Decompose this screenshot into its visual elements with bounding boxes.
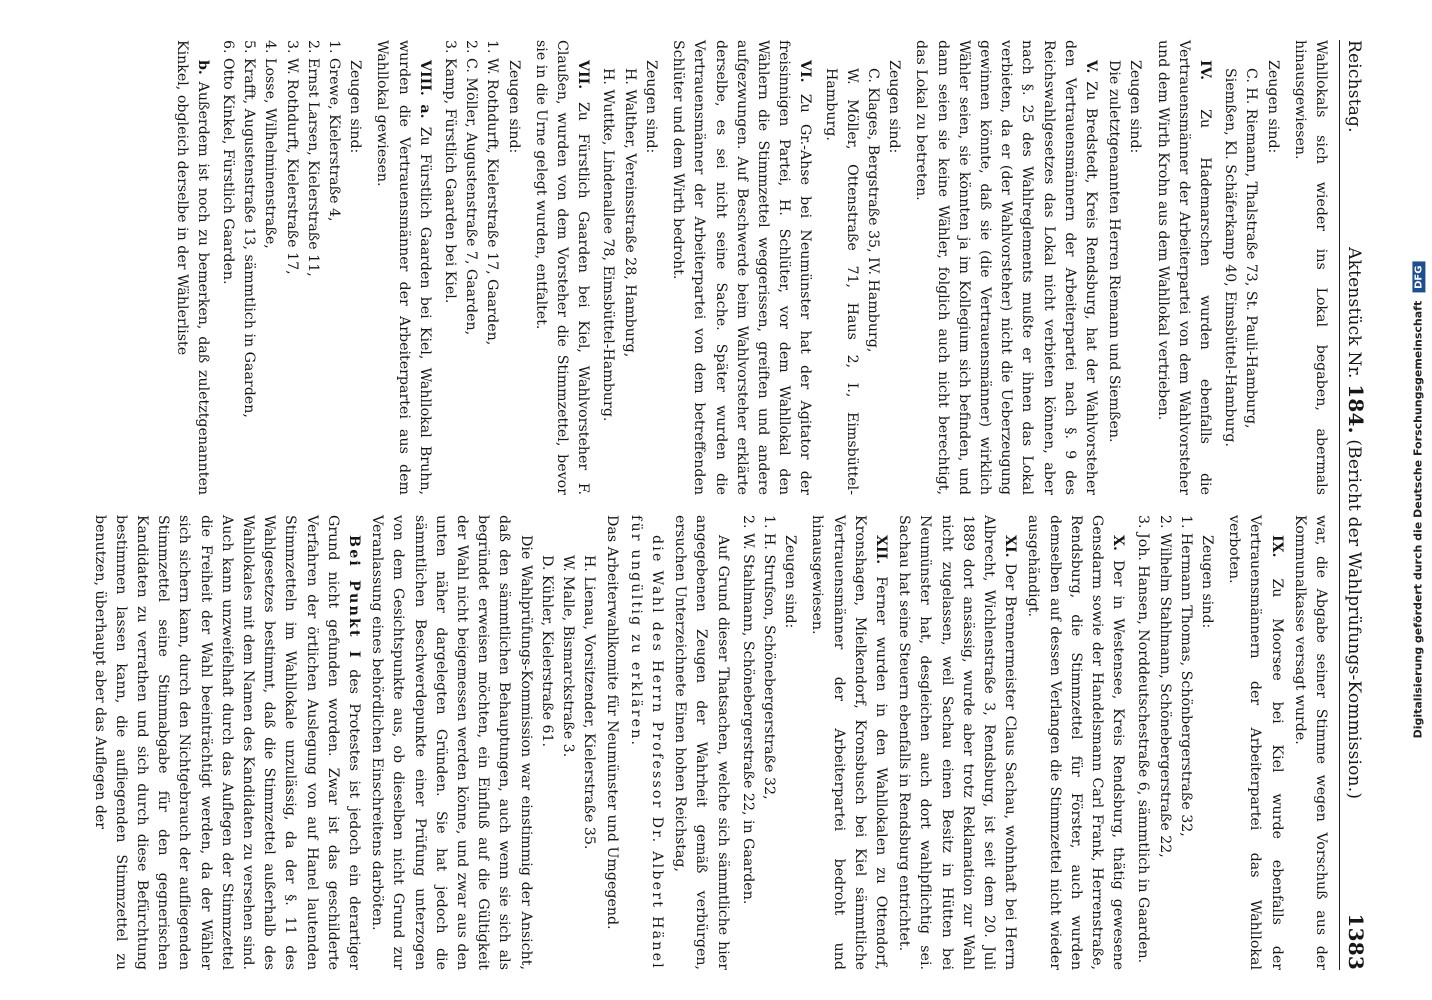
list-item: 3. Kamp, Fürstlich Gaarden bei Kiel. bbox=[442, 40, 459, 304]
paragraph: X. Der in Westensee, Kreis Rendsburg, thätig gewesene Gensdarm sowie der Handelsmann Carl Frank, Herrenstraße, Rendsburg, die Stimmzettel für Förster, auch wurden demselben auf dessen Verlangen die Stimmzettel nicht wieder ausgehändigt. bbox=[1025, 515, 1127, 970]
paragraph: VII. Zu Fürstlich Gaarden bei Kiel, Wahlvorsteher F. Claußen, wurden von dem Vorsteher die Stimmzettel, bevor sie in die Urne gelegt wurden, entfaltet. bbox=[532, 40, 592, 496]
paragraph: XI. Der Brennermeister Claus Sachau, wohnhaft bei Herrn Albrecht, Wichlenstraße 3, Rendsburg, ist seit dem 20. Juli 1889 dort ansässig, wurde aber trotz Reklamation zur Wahl nicht zugelassen, weil Sachau einen Besitz in Hütten bei Neumünster hat, desgleichen auch dort wahlpflichtig sei. Sachau hat seine Steuern ebenfalls in Rendsburg entrichtet. bbox=[896, 515, 1019, 970]
list-item: 2. Ernst Larsen, Kielerstraße 11, bbox=[304, 40, 321, 277]
committee-name: Das Arbeiterwahlkomite für Neumünster und Umgegend. bbox=[604, 515, 621, 930]
list-item: 1. H. Strufson, Schönebergerstraße 32, bbox=[760, 515, 777, 800]
list-item: 3. W. Rothdurft, Kielerstraße 17, bbox=[283, 40, 300, 275]
page-header bbox=[1339, 40, 1368, 970]
credit-text-wrap bbox=[1411, 262, 1425, 739]
list-item: 2. C. Möller, Augustenstraße 7, Gaarden, bbox=[463, 40, 480, 336]
list-item: 1. Hermann Thomas, Schönbergerstraße 32, bbox=[1177, 515, 1194, 837]
right-column bbox=[86, 515, 1331, 970]
witness-label: Zeugen sind: bbox=[782, 535, 799, 629]
list-item: 1. W. Rothdurft, Kielerstraße 17, Gaarden, bbox=[484, 40, 501, 346]
witness-list bbox=[217, 40, 344, 495]
paragraph-spaced: die Wahl des Herrn Professor Dr. Albert Hänel für ungültig zu erklären. bbox=[627, 515, 665, 970]
section-number: b. bbox=[194, 60, 211, 75]
digitization-credit bbox=[1404, 0, 1432, 1000]
witness-names: Die zuletztgenannten Herren Riemann und Siemßen. bbox=[1106, 60, 1123, 443]
text-columns bbox=[86, 40, 1331, 970]
credit-text: Digitalisierung gefördert durch die Deutsche Forschungsgemeinschaft bbox=[1411, 300, 1425, 739]
signature-block bbox=[536, 515, 600, 970]
signatory: D. Kühler, Kielerstraße 61. bbox=[538, 555, 555, 748]
paragraph: b. Außerdem ist noch zu bemerken, daß zuletztgenannten Kinkel, obgleich derselbe in der Wählerliste bbox=[173, 40, 211, 496]
witness-label: Zeugen sind: bbox=[642, 60, 659, 154]
list-item: 4. Losse, Wilhelminenstraße, bbox=[262, 40, 279, 249]
witness-list bbox=[737, 515, 779, 970]
paragraph: Auf Grund dieser Thatsachen, welche sich sämmtliche hier angegebenen Zeugen der Wahrheit gemäß verbürgen, ersuchen Unterzeichnete Einen hohen Reichstag, bbox=[672, 515, 731, 970]
header-title-group bbox=[1344, 133, 1368, 914]
signatory: H. Lienau, Vorsitzender, Kielerstraße 35. bbox=[581, 555, 598, 850]
header-doc-label: Aktenstück Nr. bbox=[1344, 247, 1364, 379]
section-number: VI. bbox=[797, 60, 814, 83]
list-item: C. Klages, Bergstraße 35, IV. Hamburg, bbox=[864, 68, 881, 353]
list-item: 2. Wilhelm Stahlmann, Schönebergerstraße 22, bbox=[1156, 515, 1173, 858]
list-item: 1. Grewe, Kielerstraße 4, bbox=[326, 40, 343, 222]
list-item: H. Wuttke, Lindenallee 78, Eimsbüttel-Hamburg. bbox=[600, 68, 617, 422]
paragraph: IV. Zu Hademarschen wurden ebenfalls die Vertrauensmänner der Arbeiterpartei von dem Wahlvorsteher und dem Wirth Krohn aus dem Wahllokal vertrieben. bbox=[1154, 40, 1213, 495]
paragraph-lead: Bei Punkt I bbox=[346, 535, 363, 660]
section-number: IX. bbox=[1268, 535, 1285, 558]
paragraph: XII. Ferner wurden in den Wahllokalen zu Ottendorf, Kronshagen, Mielkendorf, Kronsbusch bei Kiel sämmtliche Vertrauensmänner der Arbeiterpartei bedroht und hinausgewiesen. bbox=[809, 515, 889, 970]
paragraph: V. Zu Bredstedt, Kreis Rendsburg, hat der Wahlvorsteher den Vertrauensmännern der Arbeiterpartei nach §. 9 des Reichswahlgesetzes das Lokal nicht verbieten können, aber nach §. 25 des Wahlreglements mußte er ihnen das Lokal verbieten, da er (der Wahlvorsteher) nicht die Ueberzeugung gewinnen könnte, daß sie (die Vertrauensmänner) wirklich Wähler seien, sie könnten ja im Kollegium sich befinden, und dann seien sie keine Wähler, folglich auch nicht berechtigt, das Lokal zu betreten. bbox=[913, 40, 1099, 495]
witness-list bbox=[1132, 515, 1196, 970]
paragraph: Bei Punkt I des Protestes ist jedoch ein derartiger Grund nicht gefunden worden. Zwar ist das geschilderte Verfahren der örtlichen Auslegung von auf Hanel lautenden Stimmzetteln im Wahllokale unzulässig, da der §. 11 des Wahlgesetzes bestimmt, daß die Stimmzettel außerhalb des Wahllokales mit dem Namen des Kandidaten zu versehen sind. Auch kann unzweifelhaft durch das Auflegen der Stimmzettel die Freiheit der Wahl beeinträchtigt werden, da der Wähler sich sichern kann, durch den Nichtgebrauch der aufliegenden Stimmzettel seine Stimmabgabe für den gegnerischen Kandidaten zu verrathen und sich durch diese Befürchtung bestimmen lassen kann, die aufliegenden Stimmzettel zu benutzen, überhaupt aber das Auflegen der bbox=[91, 515, 363, 970]
list-item: H. Walther, Vereinsstraße 28, Hamburg, bbox=[621, 68, 638, 358]
header-title: (Bericht der Wahlprüfungs-Kommission.) bbox=[1344, 439, 1364, 800]
list-item: 2. W. Stahlmann, Schönebergerstraße 22, in Gaarden. bbox=[739, 515, 756, 905]
witness-label: Zeugen sind: bbox=[1198, 535, 1215, 629]
paragraph: IX. Zu Moorsee bei Kiel wurde ebenfalls der Vertrauensmännern der Arbeiterpartei das Wahllokal verboten. bbox=[1226, 515, 1285, 970]
section-number: IV. bbox=[1196, 60, 1213, 81]
list-item: 5. Krafft, Augustenstraße 13, sämmtlich in Gaarden, bbox=[241, 40, 258, 418]
signatory: W. Malle, Bismarckstraße 3. bbox=[560, 555, 577, 758]
witness-list bbox=[597, 40, 639, 495]
list-item: 3. Joh. Hansen, Norddeutschestraße 6, sämmtlich in Gaarden. bbox=[1135, 515, 1152, 964]
paragraph: VI. Zu Gr.-Ahse bei Neumünster hat der Agitator der freisinnigen Partei, H. Schlüter, vor dem Wahllokal den Wählern die Stimmzettel weggerissen, greiften und andere aufgezwungen. Auf Beschwerde beim Wahlvorsteher erklärte derselbe, es sei nicht seine Sache. Später wurden die Vertrauensmänner der Arbeiterpartei von dem betreffenden Schlüter und dem Wirth bedroht. bbox=[670, 40, 814, 496]
header-left: Reichstag. bbox=[1344, 40, 1364, 133]
section-number: XI. bbox=[1002, 535, 1019, 558]
witness-label: Zeugen sind: bbox=[1264, 60, 1281, 154]
witness-label: Zeugen sind: bbox=[347, 60, 364, 154]
paragraph: Wahllokals sich wieder ins Lokal begaben, abermals hinausgewiesen. bbox=[1291, 40, 1329, 495]
witness-list bbox=[439, 40, 503, 495]
header-doc-number: 184. bbox=[1344, 384, 1368, 434]
paragraph: Die Wahlprüfungs-Kommission war einstimmig der Ansicht, daß den sämmtlichen Behauptungen, auch wenn sie sich als begründet erweisen möchten, ein Einfluß auf die Gültigkeit der Wahl nicht beigemessen werden könne, und zwar aus den unten näher dargelegten Gründen. Sie hat jedoch die sämmtlichen Beschwerdepunkte einer Prüfung unterzogen von dem Gesichtspunkte aus, ob dieselben nicht Grund zur Veranlassung eines behördlichen Einschreitens darböten. bbox=[369, 515, 534, 970]
witness-list bbox=[819, 40, 883, 495]
list-item: W. Möller, Ottenstraße 71, Haus 2, I., Eimsbüttel-Hamburg. bbox=[822, 68, 860, 495]
section-number: V. bbox=[1082, 60, 1099, 74]
left-column bbox=[86, 40, 1331, 495]
witness-label: Zeugen sind: bbox=[505, 60, 522, 154]
witness-list bbox=[1219, 40, 1261, 495]
dfg-badge: DFG bbox=[1412, 262, 1425, 293]
witness-label: Zeugen sind: bbox=[1127, 60, 1144, 154]
page-number: 1383 bbox=[1344, 913, 1368, 970]
paragraph: war, die Abgabe seiner Stimme wegen Vorschuß aus der Kommunalkasse versagt wurde. bbox=[1291, 515, 1329, 970]
witness-label: Zeugen sind: bbox=[886, 60, 903, 154]
list-item: 6. Otto Kinkel, Fürstlich Gaarden. bbox=[220, 40, 237, 285]
list-item: Siemßen, Kl. Schäferkamp 40, Eimsbüttel-Hamburg. bbox=[1222, 68, 1239, 448]
section-number: X. bbox=[1110, 535, 1127, 551]
section-number: XII. bbox=[872, 535, 889, 565]
section-number: VII. bbox=[575, 60, 592, 90]
list-item: C. H. Riemann, Thalstraße 73, St. Pauli-Hamburg, bbox=[1243, 68, 1260, 429]
paragraph: VIII. a. Zu Fürstlich Gaarden bei Kiel, Wahllokal Bruhn, wurden die Vertrauensmänner der Arbeiterpartei aus dem Wahllokal gewiesen. bbox=[374, 40, 433, 495]
section-number: VIII. a. bbox=[416, 60, 433, 119]
